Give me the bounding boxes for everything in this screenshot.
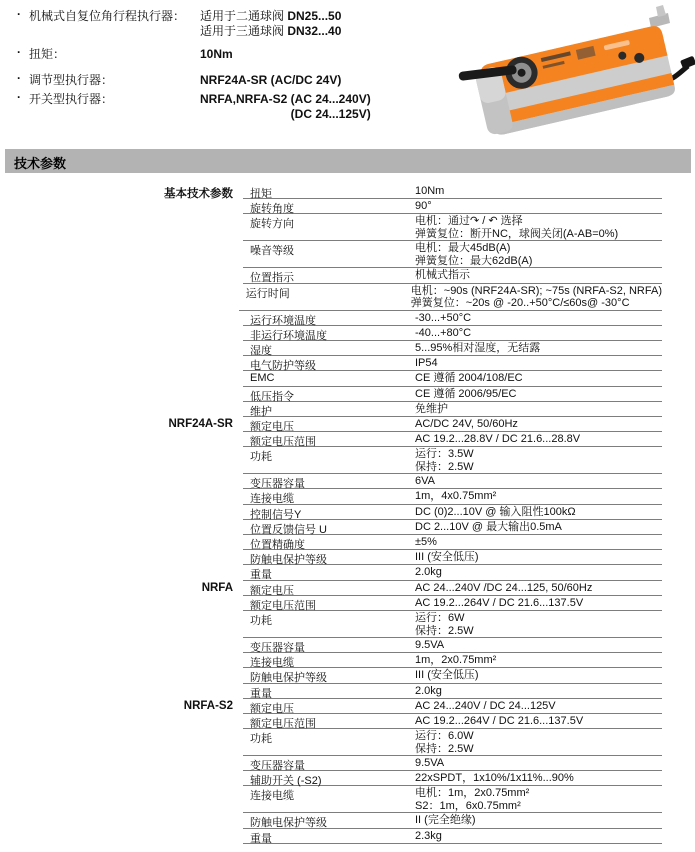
product-photo	[450, 0, 695, 140]
param-name: 功耗	[250, 614, 272, 627]
param-name: 额定电压	[250, 420, 294, 433]
bullet-icon: ·	[17, 71, 21, 85]
param-value: 5...95%相对湿度，无结露	[415, 341, 541, 354]
param-name: 连接电缆	[250, 790, 294, 803]
section-label	[0, 505, 243, 520]
section-label	[0, 474, 243, 489]
param-name: 扭矩	[250, 188, 272, 200]
bullet-label: 扭矩：	[29, 47, 66, 61]
param-value: AC 24...240V / DC 24...125V	[415, 699, 556, 712]
table-row	[0, 447, 662, 474]
bullet-icon: ·	[17, 7, 21, 21]
param-name: 非运行环境温度	[250, 329, 327, 342]
param-value: AC/DC 24V, 50/60Hz	[415, 417, 518, 430]
table-row	[0, 581, 662, 596]
param-name: 额定电压	[250, 584, 294, 597]
table-row	[0, 756, 662, 771]
spec-bullet	[0, 7, 460, 38]
table-row	[0, 520, 662, 535]
section-label: 基本技术参数	[164, 188, 233, 200]
bullet-value: NRF24A-SR (AC/DC 24V)	[200, 73, 342, 87]
param-value: AC 19.2...264V / DC 21.6...137.5V	[415, 596, 584, 609]
section-bar	[5, 149, 691, 173]
param-name: 位置指示	[250, 272, 294, 285]
section-label	[0, 341, 243, 356]
param-name: 电气防护等级	[250, 360, 316, 373]
bullet-icon: ·	[17, 90, 21, 104]
param-name: 旋转角度	[250, 203, 294, 216]
param-value: 1m，4x0.75mm²	[415, 490, 497, 503]
bullet-label: 调节型执行器：	[29, 73, 114, 87]
table-row	[0, 284, 662, 311]
param-value: 电机：1m，2x0.75mm² S2：1m，6x0.75mm²	[415, 787, 530, 813]
section-label	[0, 268, 243, 283]
param-value: 22xSPDT，1x10%/1x11%...90%	[415, 772, 574, 785]
section-label	[0, 756, 243, 771]
param-name: 运行环境温度	[250, 314, 316, 327]
table-row	[0, 241, 662, 268]
param-name: 变压器容量	[250, 478, 305, 491]
param-value: 6VA	[415, 475, 435, 488]
param-value: AC 19.2...264V / DC 21.6...137.5V	[415, 714, 584, 727]
param-name: 湿度	[250, 344, 272, 357]
param-name: 位置精确度	[250, 539, 305, 551]
section-label	[0, 668, 243, 683]
section-label	[0, 520, 243, 535]
table-row	[0, 417, 662, 432]
section-label	[0, 638, 243, 653]
section-label	[0, 729, 243, 756]
param-value: 运行：6.0W 保持：2.5W	[415, 730, 474, 755]
section-label	[0, 771, 243, 786]
param-name: 功耗	[250, 451, 272, 464]
bullet-value: NRFA,NRFA-S2 (AC 24...240V) (DC 24...125V)	[200, 92, 371, 121]
param-name: 重量	[250, 832, 272, 845]
section-label	[0, 653, 243, 668]
table-row	[0, 432, 662, 447]
param-name: 辅助开关 (-S2)	[250, 775, 322, 788]
param-value: 免维护	[415, 402, 448, 415]
param-value: IP54	[415, 357, 438, 370]
table-row	[0, 550, 662, 565]
param-value: II (完全绝缘)	[415, 814, 476, 827]
param-value: ±5%	[415, 536, 437, 548]
section-label: NRFA-S2	[183, 699, 233, 712]
param-value: 电机：最大45dB(A) 弹簧复位：最大62dB(A)	[415, 242, 533, 268]
cable-plug	[680, 56, 695, 70]
param-name: 额定电压范围	[250, 436, 316, 449]
table-row	[0, 729, 662, 756]
bullet-value: 适用于二通球阀 DN25...50 适用于三通球阀 DN32...40	[200, 9, 342, 38]
table-row	[0, 489, 662, 504]
table-row	[0, 668, 662, 683]
table-row	[0, 326, 662, 341]
section-label	[0, 596, 243, 611]
table-row	[0, 387, 662, 402]
param-value: 2.0kg	[415, 566, 442, 579]
section-label	[0, 387, 243, 402]
spec-bullet	[0, 47, 460, 62]
table-row	[0, 611, 662, 638]
param-value: AC 24...240V /DC 24...125, 50/60Hz	[415, 581, 593, 594]
table-row	[0, 829, 662, 844]
param-value: 2.0kg	[415, 684, 442, 697]
section-label	[0, 829, 243, 844]
param-name: 连接电缆	[250, 493, 294, 506]
mounting-clip	[656, 5, 666, 17]
param-value: DC (0)2...10V @ 输入阻性100kΩ	[415, 505, 576, 518]
param-value: CE 遵循 2004/108/EC	[415, 372, 523, 385]
table-row	[0, 184, 662, 199]
section-label: NRF24A-SR	[168, 417, 233, 430]
param-value: 运行：3.5W 保持：2.5W	[415, 448, 474, 474]
table-row	[0, 565, 662, 580]
param-value: 90°	[415, 200, 432, 213]
param-value: 运行：6W 保持：2.5W	[415, 611, 474, 637]
section-label	[0, 786, 243, 813]
actuator-illustration	[450, 0, 695, 140]
section-label	[0, 611, 243, 638]
param-value: 9.5VA	[415, 757, 445, 770]
section-label	[0, 284, 239, 311]
section-label	[0, 565, 243, 580]
param-name: 旋转方向	[250, 218, 294, 231]
spec-bullet	[0, 90, 460, 121]
table-row	[0, 596, 662, 611]
section-label	[0, 356, 243, 371]
param-name: 位置反馈信号 U	[250, 523, 327, 536]
param-name: 重量	[250, 687, 272, 700]
section-label	[0, 311, 243, 326]
section-label	[0, 214, 243, 241]
param-name: 运行时间	[245, 287, 290, 300]
spec-table	[0, 184, 662, 844]
bullet-value: 10Nm	[200, 47, 233, 61]
section-label	[0, 447, 243, 474]
table-row	[0, 771, 662, 786]
param-name: 防触电保护等级	[250, 817, 327, 830]
param-name: 功耗	[250, 733, 272, 746]
param-name: 重量	[250, 569, 272, 582]
param-name: 额定电压范围	[250, 599, 316, 612]
table-row	[0, 813, 662, 828]
param-name: 额定电压范围	[250, 717, 316, 730]
param-name: 变压器容量	[250, 760, 305, 773]
param-name: 防触电保护等级	[250, 554, 327, 567]
section-label	[0, 371, 243, 386]
param-value: III (安全低压)	[415, 551, 479, 564]
section-label	[0, 241, 243, 268]
param-value: -30...+50°C	[415, 311, 472, 324]
param-name: 噪音等级	[250, 245, 294, 258]
param-name: 额定电压	[250, 702, 294, 715]
section-bar-title: 技术参数	[14, 156, 67, 171]
table-row	[0, 268, 662, 283]
table-row	[0, 371, 662, 386]
param-value: CE 遵循 2006/95/EC	[415, 387, 517, 400]
table-row	[0, 474, 662, 489]
section-label	[0, 199, 243, 214]
table-row	[0, 699, 662, 714]
section-label	[0, 684, 243, 699]
section-label	[0, 813, 243, 828]
table-row	[0, 505, 662, 520]
table-row	[0, 214, 662, 241]
param-name: 变压器容量	[250, 641, 305, 654]
table-row	[0, 786, 662, 813]
param-name: 控制信号Y	[250, 508, 302, 521]
table-row	[0, 402, 662, 417]
param-value: -40...+80°C	[415, 326, 472, 339]
section-label	[0, 535, 243, 550]
param-value: III (安全低压)	[415, 669, 479, 682]
table-row	[0, 311, 662, 326]
param-value: 1m，2x0.75mm²	[415, 654, 497, 667]
table-row	[0, 341, 662, 356]
param-name: 连接电缆	[250, 657, 294, 670]
param-value: 电机：通过↷ / ↶ 选择 弹簧复位：断开NC，球阀关闭(A-AB=0%)	[415, 214, 662, 240]
param-value: 2.3kg	[415, 829, 442, 842]
bullet-label: 开关型执行器：	[29, 92, 114, 106]
actuator-body	[457, 24, 676, 140]
param-value: 电机：~90s (NRF24A-SR); ~75s (NRFA-S2, NRFA) 弹簧复位：~20s @ -20..+50°C/≤60s@ -30°C	[410, 284, 662, 310]
section-label: NRFA	[201, 581, 233, 594]
table-row	[0, 356, 662, 371]
rotation-direction-line: 电机：通过↷ / ↶ 选择	[415, 214, 523, 228]
param-value: DC 2...10V @ 最大输出0.5mA	[415, 520, 562, 533]
section-label	[0, 489, 243, 504]
spec-bullet	[0, 73, 460, 88]
param-value: 9.5VA	[415, 638, 445, 651]
table-row	[0, 684, 662, 699]
table-row	[0, 653, 662, 668]
rotate-ccw-icon: ↶	[488, 214, 498, 228]
section-label	[0, 550, 243, 565]
param-name: 低压指令	[250, 390, 294, 403]
bullet-icon: ·	[17, 45, 21, 59]
rotate-cw-icon: ↷	[470, 214, 480, 228]
bullet-label: 机械式自复位角行程执行器：	[29, 9, 186, 23]
param-name: 防触电保护等级	[250, 672, 327, 685]
param-value: 10Nm	[415, 185, 445, 197]
section-label	[0, 326, 243, 341]
section-label	[0, 714, 243, 729]
param-value: AC 19.2...28.8V / DC 21.6...28.8V	[415, 433, 581, 446]
param-name: EMC	[250, 372, 275, 385]
table-row	[0, 638, 662, 653]
table-row	[0, 714, 662, 729]
table-row	[0, 535, 662, 550]
param-value: 机械式指示	[415, 269, 470, 282]
section-label	[0, 432, 243, 447]
param-name: 维护	[250, 405, 272, 418]
section-label	[0, 402, 243, 417]
table-row	[0, 199, 662, 214]
